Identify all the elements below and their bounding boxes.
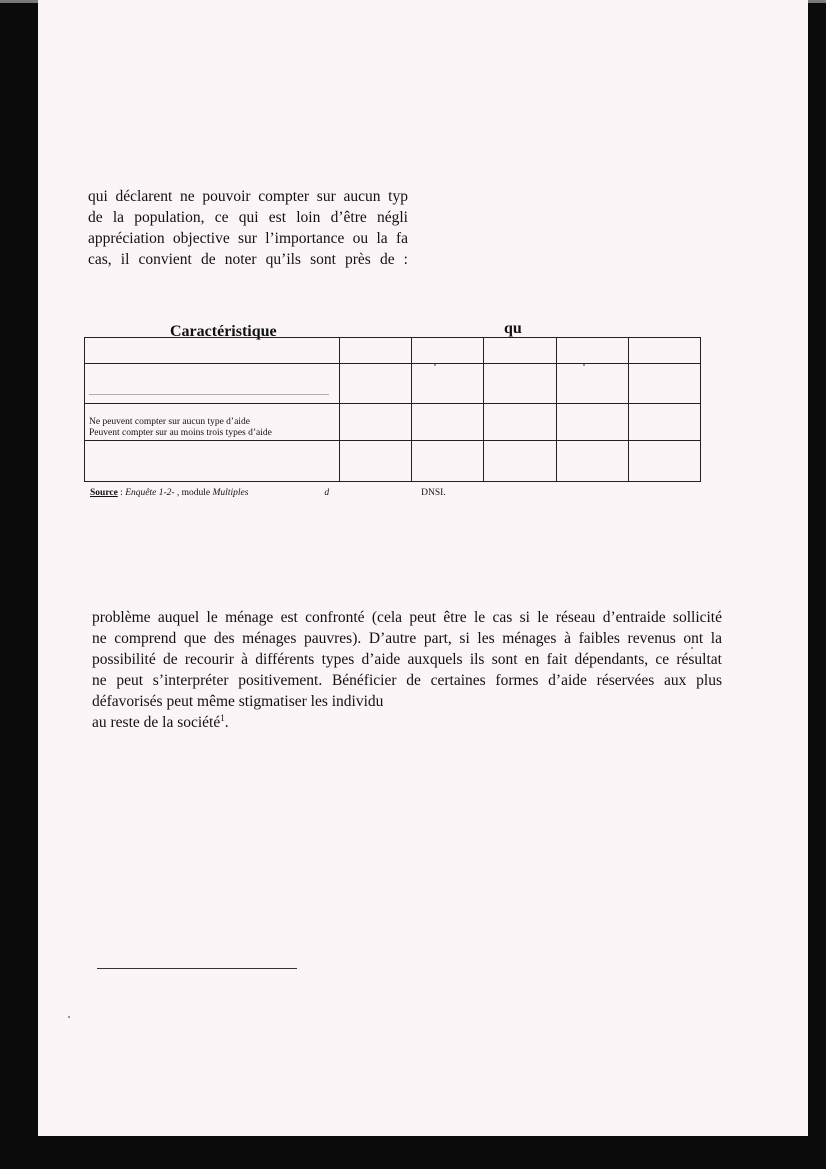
table-cell-label [85,404,340,441]
text-line: qui déclarent ne pouvoir compter sur aucun typ [88,188,408,205]
source-module-prefix: , module [174,488,213,498]
table-caption: Caractéristique [170,323,277,340]
scan-speck [691,647,693,649]
table-cell [556,404,628,441]
table-cell [628,364,700,404]
scan-speck [68,1016,70,1018]
table-caption-fragment: qu [504,320,522,337]
text-line: cas, il convient de noter qu’ils sont près de : [88,251,408,268]
document-page [38,0,808,1136]
table-cell [484,441,556,482]
clipped-text-remnant [89,394,329,401]
table-row [85,404,701,441]
row-label: Peuvent compter sur au moins trois types d’aide [89,428,272,438]
table-cell [556,364,628,404]
table-cell [628,338,700,364]
text-line: ne comprend que des ménages pauvres). D’autre part, si les ménages à faibles revenus ont la [92,630,722,647]
row-label: Ne peuvent compter sur aucun type d’aide [89,417,250,427]
table-cell [340,338,412,364]
table-row [85,364,701,404]
table-cell [628,404,700,441]
table-cell [85,338,340,364]
text-line: appréciation objective sur l’importance ou la fa [88,230,408,247]
source-label: Source [90,488,118,498]
table-row [85,338,701,364]
text-line-last: au reste de la société$^1$. [92,712,229,731]
table-row [85,441,701,482]
table-cell [412,404,484,441]
table-cell [340,364,412,404]
table-cell [484,404,556,441]
text-line: défavorisés peut même stigmatiser les individu [92,693,384,710]
table-cell [340,404,412,441]
text-line: de la population, ce qui est loin d’être négli [88,209,408,226]
source-fragment: d [324,488,330,498]
scan-speck [583,364,585,366]
table-cell [484,338,556,364]
source-agency: DNSI. [421,488,446,498]
text-line: possibilité de recourir à différents types d’aide auxquels ils sont en fait dépendants, ce résultat [92,651,722,668]
footnote-marker: 1 [220,712,225,723]
data-table [84,337,701,482]
text-line: ne peut s’interpréter positivement. Bénéficier de certaines formes d’aide réservées aux plus [92,672,722,689]
table-source-note [90,488,446,498]
table-cell [85,441,340,482]
scan-speck [434,364,436,366]
source-module-name: Multiples [212,488,249,498]
text-line: problème auquel le ménage est confronté (cela peut être le cas si le réseau d’entraide sollicité [92,609,722,626]
table-cell [556,338,628,364]
source-separator: : [117,488,126,498]
paragraph-intro [88,186,408,270]
table-cell [412,338,484,364]
table-cell [340,441,412,482]
source-survey: Enquête 1-2- [125,488,175,498]
table-cell [85,364,340,404]
table-cell [484,364,556,404]
paragraph-discussion [92,607,722,733]
table-cell [412,364,484,404]
table-cell [556,441,628,482]
table-cell [628,441,700,482]
table-cell [412,441,484,482]
footnote-separator [97,968,297,969]
